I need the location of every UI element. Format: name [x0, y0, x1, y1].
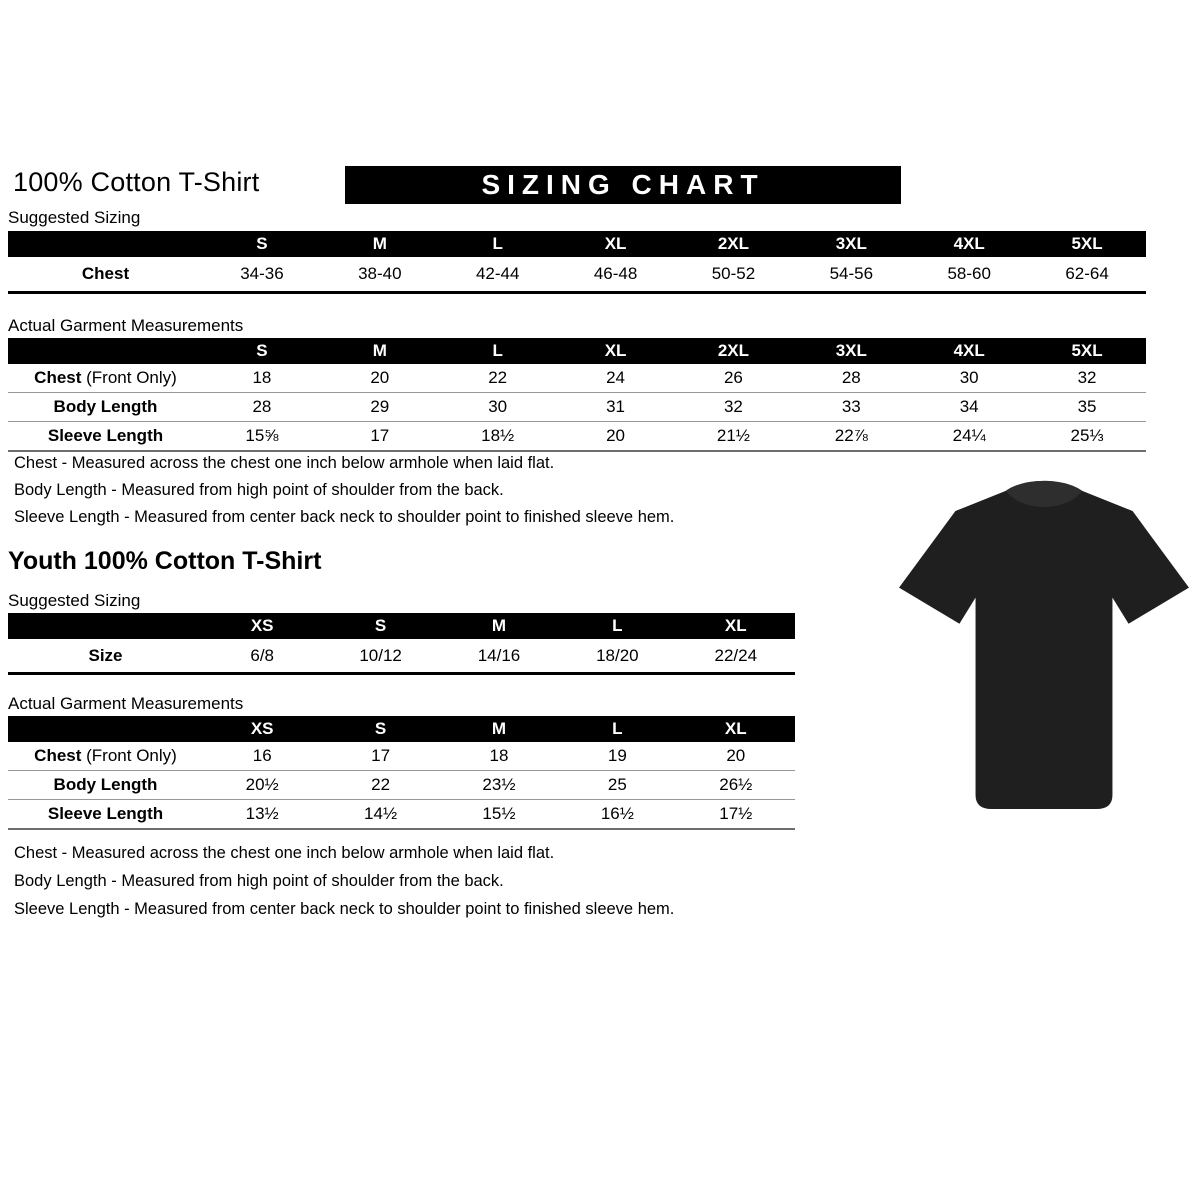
youth-suggested-sizing-label: Suggested Sizing	[8, 591, 141, 610]
measurement-cell: 18½	[481, 426, 515, 445]
adult-suggested-sizing-table	[8, 231, 1146, 294]
size-cell: 18/20	[596, 645, 639, 665]
size-cell: 14/16	[477, 645, 521, 665]
measurement-cell: 14½	[364, 804, 398, 823]
table-row-body-length	[8, 771, 795, 800]
size-cell: 50-52	[711, 264, 756, 283]
size-header-3xl: 3XL	[792, 231, 910, 257]
size-header-2xl: 2XL	[675, 338, 793, 364]
size-cell: 38-40	[358, 264, 402, 283]
size-header-l: L	[439, 231, 557, 257]
adult-suggested-sizing-label: Suggested Sizing	[8, 208, 141, 227]
size-header-xs: XS	[203, 613, 321, 639]
size-header-l: L	[558, 716, 676, 742]
size-header-xl: XL	[557, 231, 675, 257]
note-body-length: Body Length - Measured from high point of shoulder from the back.	[14, 481, 504, 499]
tshirt-body-shape	[899, 481, 1189, 809]
sizing-chart-banner	[345, 166, 901, 204]
row-label-chest: Chest	[81, 264, 130, 283]
row-label-chest-front-only: Chest (Front Only)	[34, 746, 177, 765]
adult-actual-measurements-label: Actual Garment Measurements	[8, 316, 244, 335]
measurement-cell: 28	[841, 368, 861, 387]
row-label-body-length: Body Length	[53, 397, 158, 416]
youth-product-title: Youth 100% Cotton T-Shirt	[8, 547, 322, 575]
black-tshirt-image	[893, 466, 1195, 840]
measurement-cell: 17	[371, 746, 391, 765]
measurement-cell: 21½	[716, 426, 750, 445]
product-title: 100% Cotton T-Shirt	[13, 167, 260, 197]
note-chest: Chest - Measured across the chest one inch below armhole when laid flat.	[14, 454, 555, 472]
size-header-s: S	[203, 338, 321, 364]
row-label-sleeve-length: Sleeve Length	[47, 426, 164, 445]
measurement-cell: 23½	[482, 775, 516, 794]
row-label-size: Size	[88, 645, 123, 665]
size-header-row	[8, 231, 1146, 257]
table-row-sleeve-length	[8, 800, 795, 830]
row-label-suffix: (Front Only)	[81, 368, 177, 387]
measurement-cell: 16	[252, 746, 272, 765]
note-sleeve-length: Sleeve Length - Measured from center back neck to shoulder point to finished sleeve hem.	[14, 900, 675, 918]
header-spacer-cell	[8, 338, 203, 364]
measurement-cell: 18	[489, 746, 509, 765]
row-label-suffix: (Front Only)	[81, 746, 177, 765]
measurement-cell: 25⅓	[1070, 426, 1104, 445]
table-row-chest-front-only	[8, 742, 795, 771]
measurement-cell: 20	[606, 426, 626, 445]
size-cell: 34-36	[240, 264, 284, 283]
size-header-3xl: 3XL	[792, 338, 910, 364]
size-header-row	[8, 613, 795, 639]
size-header-l: L	[558, 613, 676, 639]
measurement-cell: 22	[371, 775, 391, 794]
row-label-body-length: Body Length	[53, 775, 158, 794]
size-header-5xl: 5XL	[1028, 231, 1146, 257]
header-spacer-cell	[8, 716, 203, 742]
size-header-xl: XL	[677, 613, 795, 639]
size-header-s: S	[203, 231, 321, 257]
measurement-cell: 20½	[245, 775, 279, 794]
measurement-cell: 17½	[719, 804, 753, 823]
size-cell: 46-48	[593, 264, 638, 283]
measurement-cell: 31	[606, 397, 626, 416]
youth-measurement-notes	[14, 843, 674, 927]
size-header-m: M	[440, 716, 558, 742]
measurement-cell: 26½	[719, 775, 753, 794]
measurement-cell: 20	[370, 368, 390, 387]
measurement-cell: 33	[841, 397, 861, 416]
table-row-chest-front-only	[8, 364, 1146, 393]
table-row-body-length	[8, 393, 1146, 422]
size-header-s: S	[321, 613, 439, 639]
measurement-cell: 24¼	[952, 426, 986, 445]
measurement-cell: 25	[607, 775, 627, 794]
size-cell: 22/24	[714, 645, 758, 665]
row-label-chest-front-only: Chest (Front Only)	[34, 368, 177, 387]
measurement-cell: 26	[723, 368, 743, 387]
measurement-cell: 13½	[245, 804, 279, 823]
youth-suggested-sizing-table	[8, 613, 795, 675]
size-header-4xl: 4XL	[910, 338, 1028, 364]
measurement-cell: 35	[1077, 397, 1097, 416]
youth-actual-measurements-label: Actual Garment Measurements	[8, 694, 244, 713]
size-cell: 58-60	[947, 264, 991, 283]
size-header-xl: XL	[557, 338, 675, 364]
tshirt-silhouette	[893, 466, 1195, 840]
adult-actual-measurements-table	[8, 338, 1146, 452]
header-spacer-cell	[8, 613, 203, 639]
measurement-cell: 22⅞	[834, 426, 868, 445]
row-label-sleeve-length: Sleeve Length	[47, 804, 164, 823]
measurement-cell: 24	[606, 368, 626, 387]
table-row-size	[8, 639, 795, 674]
measurement-cell: 32	[723, 397, 743, 416]
adult-measurement-notes	[14, 453, 674, 534]
measurement-cell: 20	[726, 746, 746, 765]
table-row-sleeve-length	[8, 422, 1146, 452]
size-header-m: M	[321, 231, 439, 257]
size-header-2xl: 2XL	[675, 231, 793, 257]
size-header-row	[8, 338, 1146, 364]
note-sleeve-length: Sleeve Length - Measured from center back neck to shoulder point to finished sleeve hem.	[14, 508, 675, 526]
measurement-cell: 30	[959, 368, 979, 387]
measurement-cell: 34	[959, 397, 979, 416]
table-row-chest	[8, 257, 1146, 293]
size-header-m: M	[321, 338, 439, 364]
measurement-cell: 16½	[600, 804, 634, 823]
size-header-xs: XS	[203, 716, 321, 742]
measurement-cell: 22	[488, 368, 508, 387]
measurement-cell: 15⅝	[245, 426, 279, 445]
header-spacer-cell	[8, 231, 203, 257]
note-body-length: Body Length - Measured from high point of shoulder from the back.	[14, 872, 504, 890]
measurement-cell: 30	[488, 397, 508, 416]
measurement-cell: 32	[1077, 368, 1097, 387]
measurement-cell: 29	[370, 397, 390, 416]
size-cell: 42-44	[475, 264, 520, 283]
size-header-row	[8, 716, 795, 742]
note-chest: Chest - Measured across the chest one inch below armhole when laid flat.	[14, 844, 555, 862]
size-header-l: L	[439, 338, 557, 364]
measurement-cell: 28	[252, 397, 272, 416]
size-cell: 10/12	[359, 645, 402, 665]
size-cell: 54-56	[829, 264, 874, 283]
size-header-4xl: 4XL	[910, 231, 1028, 257]
size-header-xl: XL	[677, 716, 795, 742]
youth-actual-measurements-table	[8, 716, 795, 830]
measurement-cell: 17	[370, 426, 390, 445]
size-header-s: S	[321, 716, 439, 742]
measurement-cell: 18	[252, 368, 272, 387]
measurement-cell: 15½	[482, 804, 516, 823]
size-header-5xl: 5XL	[1028, 338, 1146, 364]
sizing-chart-banner-label: SIZING CHART	[481, 169, 765, 200]
measurement-cell: 19	[607, 746, 627, 765]
size-header-m: M	[440, 613, 558, 639]
size-cell: 6/8	[250, 645, 275, 665]
size-cell: 62-64	[1065, 264, 1109, 283]
